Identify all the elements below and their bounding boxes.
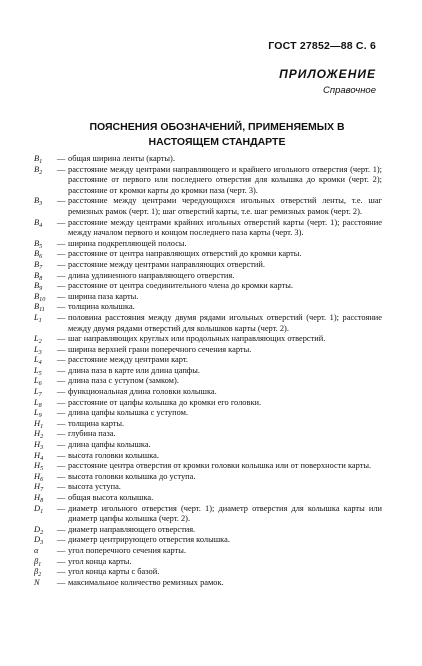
notation-symbol: $L_9$	[34, 408, 42, 420]
notation-row	[34, 387, 382, 398]
dash-separator: —	[57, 482, 66, 492]
notation-row	[34, 398, 382, 409]
notation-symbol: $B_4$	[34, 217, 43, 229]
notation-row	[34, 355, 382, 366]
notation-symbol: $H_5$	[34, 461, 44, 473]
notation-symbol: $B_3$	[34, 196, 43, 208]
dash-separator: —	[57, 408, 66, 418]
dash-separator: —	[57, 524, 66, 534]
notation-description: функциональная длина головки колышка.	[68, 387, 217, 397]
dash-separator: —	[57, 471, 66, 481]
notation-symbol: $B_5$	[34, 238, 43, 250]
dash-separator: —	[57, 429, 66, 439]
notation-row	[34, 419, 382, 430]
notation-description: ширина подкрепляющей полосы.	[68, 238, 187, 248]
notation-row	[34, 218, 382, 239]
notation-symbol: $L_8$	[34, 397, 42, 409]
notation-symbol: $H_1$	[34, 418, 44, 430]
notation-description: общая высота колышка.	[68, 493, 154, 502]
notation-symbol: $\beta_1$	[34, 556, 42, 568]
notation-row	[34, 557, 382, 568]
notation-description: угол поперечного сечения карты.	[68, 545, 187, 555]
notation-description: длина паза с уступом (замком).	[68, 376, 179, 386]
dash-separator: —	[57, 334, 66, 344]
notation-symbol: α	[34, 545, 39, 555]
notation-row	[34, 196, 382, 217]
notation-row	[34, 239, 382, 250]
notation-row	[34, 482, 382, 493]
notation-symbol: $D_3$	[34, 535, 44, 547]
dash-separator: —	[57, 312, 66, 322]
dash-separator: —	[57, 493, 66, 502]
notation-description: высота головки колышка.	[68, 450, 159, 460]
notation-description: высота уступа.	[68, 482, 121, 492]
notation-symbol: $H_8$	[34, 493, 44, 504]
dash-separator: —	[57, 461, 66, 471]
notation-row	[34, 249, 382, 260]
dash-separator: —	[57, 355, 66, 365]
notation-row	[34, 281, 382, 292]
notation-symbol: $L_7$	[34, 387, 42, 399]
notation-symbol: $H_2$	[34, 429, 44, 441]
notation-row	[34, 165, 382, 197]
notation-description: расстояние между центрами направляющих отверстий.	[68, 259, 265, 269]
dash-separator: —	[57, 418, 66, 428]
notation-row	[34, 493, 382, 504]
page-header: ГОСТ 27852—88 С. 6	[268, 40, 376, 52]
notation-description: длина паза в карте или длина цапфы.	[68, 365, 200, 375]
notation-symbol: $B_{11}$	[34, 302, 45, 314]
notation-description: ширина верхней грани поперечного сечения карты.	[68, 344, 252, 354]
dash-separator: —	[57, 259, 66, 269]
notation-description: ширина паза карты.	[68, 291, 139, 301]
notation-row	[34, 408, 382, 419]
dash-separator: —	[57, 249, 66, 259]
dash-separator: —	[57, 302, 66, 312]
notation-row	[34, 535, 382, 546]
notation-description: расстояние между центрами карт.	[68, 355, 188, 365]
dash-separator: —	[57, 556, 66, 566]
dash-separator: —	[57, 376, 66, 386]
dash-separator: —	[57, 281, 66, 291]
notation-symbol: N	[34, 577, 40, 587]
notation-symbol: $H_3$	[34, 440, 44, 452]
appendix-note: Справочное	[323, 85, 376, 96]
notation-row	[34, 313, 382, 334]
notation-symbol: $L_4$	[34, 355, 42, 367]
notation-description: диаметр направляющего отверстия.	[68, 524, 196, 534]
dash-separator: —	[57, 196, 66, 206]
notation-symbol: $B_{10}$	[34, 291, 46, 303]
notation-symbol: $B_1$	[34, 154, 43, 165]
notation-symbol: $D_2$	[34, 524, 44, 536]
notation-description: расстояние между центрами чередующихся игольных отверстий ленты, т.е. шаг ремизных рамок (черт. 1); шаг отверстий карты, т.е. шаг ремизных рамок (черт. 2).	[68, 196, 382, 216]
notation-row	[34, 461, 382, 472]
notation-symbol: $B_2$	[34, 164, 43, 176]
notation-description: расстояние между центрами крайних игольных отверстий карты (черт. 1); расстояние между началом первого и концом последнего паза карты (черт. 3).	[68, 217, 382, 238]
dash-separator: —	[57, 440, 66, 450]
notation-row	[34, 429, 382, 440]
notation-description: расстояние от центра направляющих отверстий до кромки карты.	[68, 249, 302, 259]
dash-separator: —	[57, 217, 66, 227]
notation-symbol: $L_5$	[34, 365, 42, 377]
notation-description: расстояние центра отверстия от кромки головки колышка или от поверхности карты.	[68, 461, 372, 471]
notation-row	[34, 546, 382, 557]
notation-row	[34, 440, 382, 451]
notation-row	[34, 334, 382, 345]
notation-description: расстояние от цапфы колышка до кромки его головки.	[68, 397, 262, 407]
notation-row	[34, 345, 382, 356]
notation-row	[34, 472, 382, 483]
dash-separator: —	[57, 291, 66, 301]
notation-row	[34, 578, 382, 589]
notation-row	[34, 292, 382, 303]
notation-description: толщина колышка.	[68, 302, 135, 312]
notation-row	[34, 376, 382, 387]
notation-symbol: $B_8$	[34, 270, 43, 282]
notation-symbol: $L_2$	[34, 334, 42, 346]
notation-description: угол конца карты с базой.	[68, 567, 160, 577]
dash-separator: —	[57, 154, 66, 163]
notation-description: диаметр центрирующего отверстия колышка.	[68, 535, 230, 545]
dash-separator: —	[57, 365, 66, 375]
dash-separator: —	[57, 344, 66, 354]
notation-symbol: $L_3$	[34, 344, 42, 356]
dash-separator: —	[57, 397, 66, 407]
notation-row	[34, 451, 382, 462]
notation-symbol: $L_1$	[34, 312, 42, 324]
notation-row	[34, 154, 382, 165]
notation-symbol: $H_6$	[34, 471, 44, 483]
notation-description: толщина карты.	[68, 418, 125, 428]
notation-description: длина цапфы колышка.	[68, 440, 151, 450]
notation-list	[34, 154, 382, 588]
notation-description: глубина паза.	[68, 429, 116, 439]
notation-symbol: $H_4$	[34, 450, 44, 462]
notation-description: расстояние от центра соединительного члена до кромки карты.	[68, 281, 293, 291]
dash-separator: —	[57, 567, 66, 577]
notation-symbol: $H_7$	[34, 482, 44, 494]
notation-symbol: $B_9$	[34, 281, 43, 293]
dash-separator: —	[57, 503, 66, 513]
notation-row	[34, 567, 382, 578]
notation-description: общая ширина ленты (карты).	[68, 154, 175, 163]
notation-symbol: $L_6$	[34, 376, 42, 388]
dash-separator: —	[57, 535, 66, 545]
dash-separator: —	[57, 450, 66, 460]
notation-description: высота головки колышка до уступа.	[68, 471, 196, 481]
notation-description: длина цапфы колышка с уступом.	[68, 408, 189, 418]
notation-description: угол конца карты.	[68, 556, 132, 566]
notation-description: половина расстояния между двумя рядами игольных отверстий (черт. 1); расстояние между двумя рядами отверстий для колышков карты (черт. 2).	[68, 312, 382, 333]
notation-row	[34, 260, 382, 271]
notation-row	[34, 302, 382, 313]
notation-row	[34, 271, 382, 282]
section-title: ПОЯСНЕНИЯ ОБОЗНАЧЕНИЙ, ПРИМЕНЯЕМЫХ В НАСТОЯЩЕМ СТАНДАРТЕ	[89, 121, 345, 148]
dash-separator: —	[57, 387, 66, 397]
dash-separator: —	[57, 270, 66, 280]
dash-separator: —	[57, 164, 66, 174]
notation-symbol: $B_6$	[34, 249, 43, 261]
notation-description: расстояние между центрами направляющего и крайнего игольного отверстия (черт. 1); расстояние от первого или последнего отверстия для колышка до кромки (черт. 2); расстояние от кромки карты до кромки паза (черт. 3).	[68, 164, 382, 195]
notation-row	[34, 504, 382, 525]
notation-row	[34, 366, 382, 377]
notation-description: диаметр игольного отверстия (черт. 1); диаметр отверстия для колышка карты или диаметр цапфы колышка (черт. 2).	[68, 503, 382, 524]
notation-description: длина удлиненного направляющего отверстия.	[68, 270, 235, 280]
dash-separator: —	[57, 238, 66, 248]
notation-description: шаг направляющих круглых или продольных направляющих отверстий.	[68, 334, 326, 344]
appendix-title: ПРИЛОЖЕНИЕ	[279, 67, 376, 81]
dash-separator: —	[57, 577, 66, 587]
notation-symbol: $B_7$	[34, 259, 43, 271]
notation-row	[34, 525, 382, 536]
notation-symbol: $D_1$	[34, 503, 44, 515]
notation-symbol: $\beta_2$	[34, 567, 42, 579]
dash-separator: —	[57, 545, 66, 555]
notation-description: максимальное количество ремизных рамок.	[68, 577, 224, 587]
